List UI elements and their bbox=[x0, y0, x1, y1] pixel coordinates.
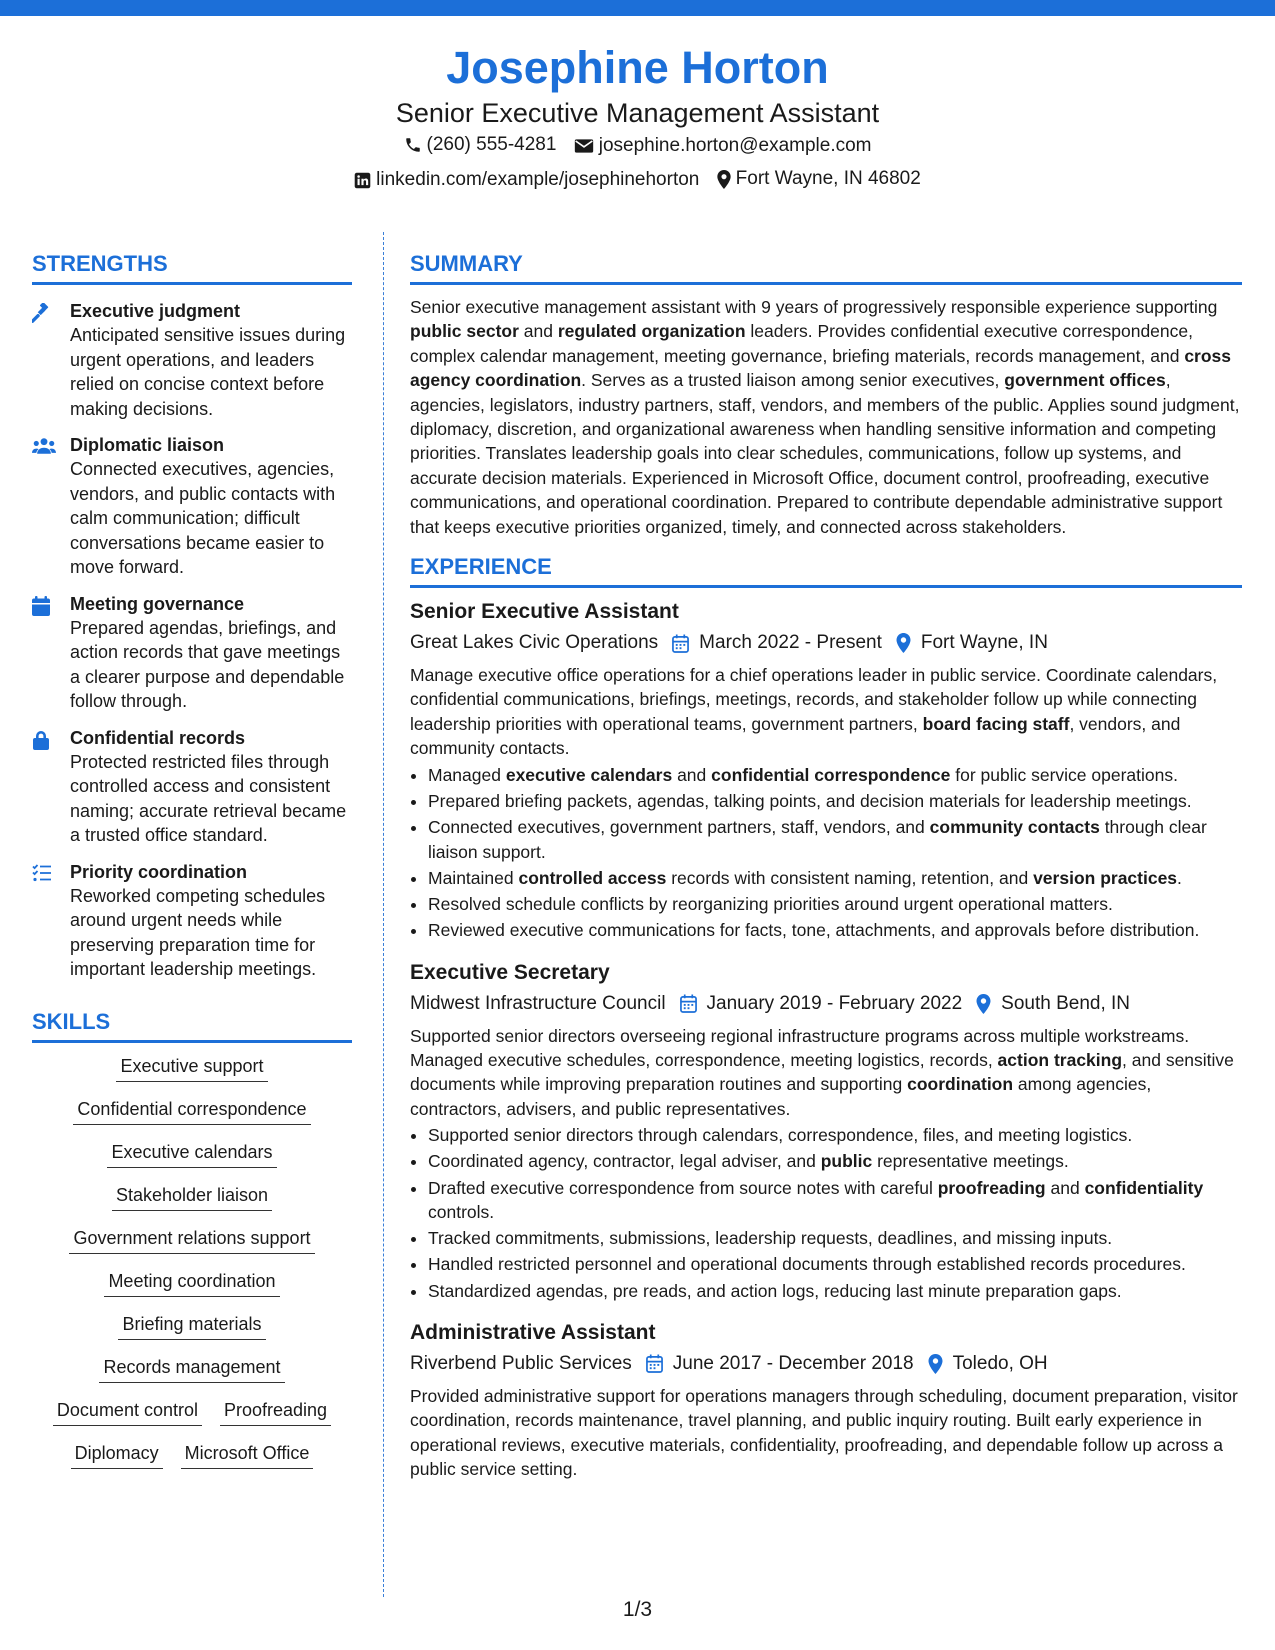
calendar-icon bbox=[680, 994, 697, 1013]
job-dates: January 2019 - February 2022 bbox=[680, 990, 963, 1018]
job-company: Midwest Infrastructure Council bbox=[410, 992, 666, 1014]
job-bullets bbox=[410, 1123, 1242, 1303]
envelope-icon bbox=[574, 138, 594, 154]
skill-tag: Government relations support bbox=[69, 1225, 314, 1254]
skill-tag: Executive calendars bbox=[107, 1139, 276, 1168]
contact-line-2 bbox=[0, 164, 1275, 199]
right-column bbox=[410, 250, 1242, 1482]
job-bullet: • Tracked commitments, submissions, leadership requests, deadlines, and missing inputs. bbox=[428, 1226, 1242, 1250]
summary-text: Senior executive management assistant with 9 years of progressively responsible experience supporting public sector and regulated organization leaders. Provides confidential executive correspondence, complex calendar management, meeting governance, briefing materials, records management, and cross agency coordination. Serves as a trusted liaison among senior executives, government offices, agencies, legislators, industry partners, staff, vendors, and members of the public. Applies sound judgment, diplomacy, discretion, and organizational awareness when handling sensitive information and competing priorities. Translates leadership goals into clear schedules, communications, follow up systems, and accurate decision materials. Experienced in Microsoft Office, document control, proofreading, executive communications, and operational coordination. Prepared to contribute dependable administrative support that keeps executive priorities organized, timely, and connected across stakeholders. bbox=[410, 297, 1240, 537]
skill-row bbox=[32, 1397, 352, 1426]
left-column bbox=[32, 250, 352, 1483]
job-bullet: • Handled restricted personnel and operational documents through established records procedures. bbox=[428, 1252, 1242, 1276]
people-icon bbox=[32, 433, 70, 580]
job-meta bbox=[410, 990, 1242, 1018]
contact-line-1 bbox=[0, 130, 1275, 164]
strength-item bbox=[32, 860, 352, 982]
experience-list bbox=[410, 598, 1242, 1482]
strength-item bbox=[32, 433, 352, 580]
map-pin-icon bbox=[717, 170, 731, 189]
skills-heading: SKILLS bbox=[32, 1008, 352, 1043]
strength-name: Meeting governance bbox=[70, 593, 245, 614]
skill-row bbox=[32, 1225, 352, 1254]
job-dates: March 2022 - Present bbox=[672, 629, 882, 657]
gavel-icon bbox=[32, 299, 70, 421]
job-entry bbox=[410, 1319, 1242, 1482]
top-accent-bar bbox=[0, 0, 1275, 16]
job-company: Riverbend Public Services bbox=[410, 1352, 632, 1374]
linkedin-url[interactable]: linkedin.com/example/josephinehorton bbox=[376, 169, 700, 190]
strength-description: Protected restricted files through controlled access and consistent naming; accurate retrieval became a trusted office standard. bbox=[70, 751, 347, 845]
email-address[interactable]: josephine.horton@example.com bbox=[598, 135, 872, 156]
resume-header bbox=[0, 40, 1275, 199]
skill-row bbox=[32, 1096, 352, 1125]
checklist-icon bbox=[32, 860, 70, 982]
strengths-list bbox=[32, 299, 352, 982]
calendar-icon bbox=[646, 1354, 663, 1373]
skill-row bbox=[32, 1053, 352, 1082]
map-pin-icon bbox=[976, 994, 991, 1014]
phone-icon bbox=[404, 136, 422, 154]
skill-tag: Meeting coordination bbox=[104, 1268, 279, 1297]
skill-tag: Records management bbox=[99, 1354, 284, 1383]
phone-number: (260) 555-4281 bbox=[426, 134, 557, 155]
linkedin-icon bbox=[354, 172, 371, 189]
strengths-heading: STRENGTHS bbox=[32, 250, 352, 285]
skill-tag: Diplomacy bbox=[71, 1440, 163, 1469]
strength-name: Priority coordination bbox=[70, 861, 248, 882]
job-description: Supported senior directors overseeing regional infrastructure programs across multiple workstreams. Managed executive schedules, correspondence, meeting logistics, records, action tracking, and sensitive documents while improving preparation routines and supporting coordination among agencies, contractors, advisers, and public representatives. bbox=[410, 1025, 1234, 1119]
strength-name: Diplomatic liaison bbox=[70, 435, 225, 455]
job-bullets bbox=[410, 763, 1242, 943]
job-location: Toledo, OH bbox=[928, 1350, 1048, 1378]
job-bullet: • Standardized agendas, pre reads, and action logs, reducing last minute preparation gaps. bbox=[428, 1279, 1242, 1303]
skill-tag: Proofreading bbox=[220, 1397, 331, 1426]
linkedin-item[interactable] bbox=[354, 165, 699, 195]
calendar-icon bbox=[672, 634, 689, 653]
skill-tag: Document control bbox=[53, 1397, 202, 1426]
strength-item bbox=[32, 592, 352, 714]
strength-description: Anticipated sensitive issues during urgent operations, and leaders relied on concise context before making decisions. bbox=[70, 325, 346, 419]
calendar-icon bbox=[32, 592, 70, 714]
skill-tag: Briefing materials bbox=[118, 1311, 265, 1340]
job-entry bbox=[410, 598, 1242, 942]
job-title: Executive Secretary bbox=[410, 960, 610, 984]
phone-item bbox=[404, 130, 557, 160]
skill-row bbox=[32, 1354, 352, 1383]
job-bullet: • Coordinated agency, contractor, legal adviser, and public representative meetings. bbox=[428, 1149, 1242, 1173]
strength-description: Reworked competing schedules around urgent needs while preserving preparation time for important leadership meetings. bbox=[70, 885, 326, 979]
lock-icon bbox=[32, 726, 70, 848]
map-pin-icon bbox=[928, 1354, 943, 1374]
job-bullet: • Prepared briefing packets, agendas, talking points, and decision materials for leadership meetings. bbox=[428, 789, 1242, 813]
strength-item bbox=[32, 299, 352, 421]
job-meta bbox=[410, 629, 1242, 657]
experience-heading: EXPERIENCE bbox=[410, 553, 1242, 588]
skill-row bbox=[32, 1182, 352, 1211]
strength-name: Executive judgment bbox=[70, 301, 241, 321]
skill-tag: Microsoft Office bbox=[181, 1440, 314, 1469]
location-text: Fort Wayne, IN 46802 bbox=[735, 168, 921, 189]
email-item[interactable] bbox=[574, 131, 872, 161]
map-pin-icon bbox=[896, 633, 911, 653]
job-meta bbox=[410, 1350, 1242, 1378]
skill-tag: Stakeholder liaison bbox=[112, 1182, 272, 1211]
skill-row bbox=[32, 1268, 352, 1297]
job-description: Provided administrative support for operations managers through scheduling, document preparation, visitor coordination, records maintenance, travel planning, and public inquiry routing. Built early experience in operational reviews, executive materials, confidentiality, proofreading, and dependable follow up across a public service setting. bbox=[410, 1385, 1238, 1480]
skill-tag: Confidential correspondence bbox=[73, 1096, 310, 1125]
candidate-title: Senior Executive Management Assistant bbox=[395, 98, 880, 128]
job-location: Fort Wayne, IN bbox=[896, 629, 1048, 657]
job-bullet: • Resolved schedule conflicts by reorganizing priorities around urgent operational matters. bbox=[428, 892, 1242, 916]
strength-name: Confidential records bbox=[70, 727, 246, 748]
job-title: Senior Executive Assistant bbox=[410, 600, 679, 624]
job-bullet: • Connected executives, government partners, staff, vendors, and community contacts through clear liaison support. bbox=[428, 815, 1242, 864]
job-dates: June 2017 - December 2018 bbox=[646, 1350, 914, 1378]
column-divider bbox=[383, 232, 384, 1597]
job-bullet: • Managed executive calendars and confidential correspondence for public service operations. bbox=[428, 763, 1242, 787]
skill-row bbox=[32, 1139, 352, 1168]
job-entry bbox=[410, 959, 1242, 1303]
job-bullet: • Maintained controlled access records with consistent naming, retention, and version practices. bbox=[428, 866, 1242, 890]
job-bullet: • Reviewed executive communications for facts, tone, attachments, and approvals before distribution. bbox=[428, 918, 1242, 942]
strength-description: Prepared agendas, briefings, and action records that gave meetings a clearer purpose and dependable follow through. bbox=[70, 617, 345, 711]
candidate-name: Josephine Horton bbox=[446, 42, 829, 93]
summary-heading: SUMMARY bbox=[410, 250, 1242, 285]
job-company: Great Lakes Civic Operations bbox=[410, 632, 659, 654]
job-location: South Bend, IN bbox=[976, 990, 1130, 1018]
page-number: 1/3 bbox=[622, 1598, 653, 1621]
job-bullet: • Supported senior directors through calendars, correspondence, files, and meeting logistics. bbox=[428, 1123, 1242, 1147]
job-bullet: • Drafted executive correspondence from source notes with careful proofreading and confidentiality controls. bbox=[428, 1176, 1242, 1225]
job-description: Manage executive office operations for a chief operations leader in public service. Coordinate calendars, confidential communications, briefings, meetings, records, and stakeholder follow up while connecting leadership priorities with operational teams, government partners, board facing staff, vendors, and community contacts. bbox=[410, 665, 1218, 759]
skill-row bbox=[32, 1440, 352, 1469]
strength-description: Connected executives, agencies, vendors, and public contacts with calm communication; difficult conversations became easier to move forward. bbox=[70, 459, 336, 577]
location-item bbox=[717, 164, 921, 194]
skill-row bbox=[32, 1311, 352, 1340]
strength-item bbox=[32, 726, 352, 848]
skill-tag: Executive support bbox=[116, 1053, 267, 1082]
skills-list bbox=[32, 1053, 352, 1469]
job-title: Administrative Assistant bbox=[410, 1320, 656, 1344]
